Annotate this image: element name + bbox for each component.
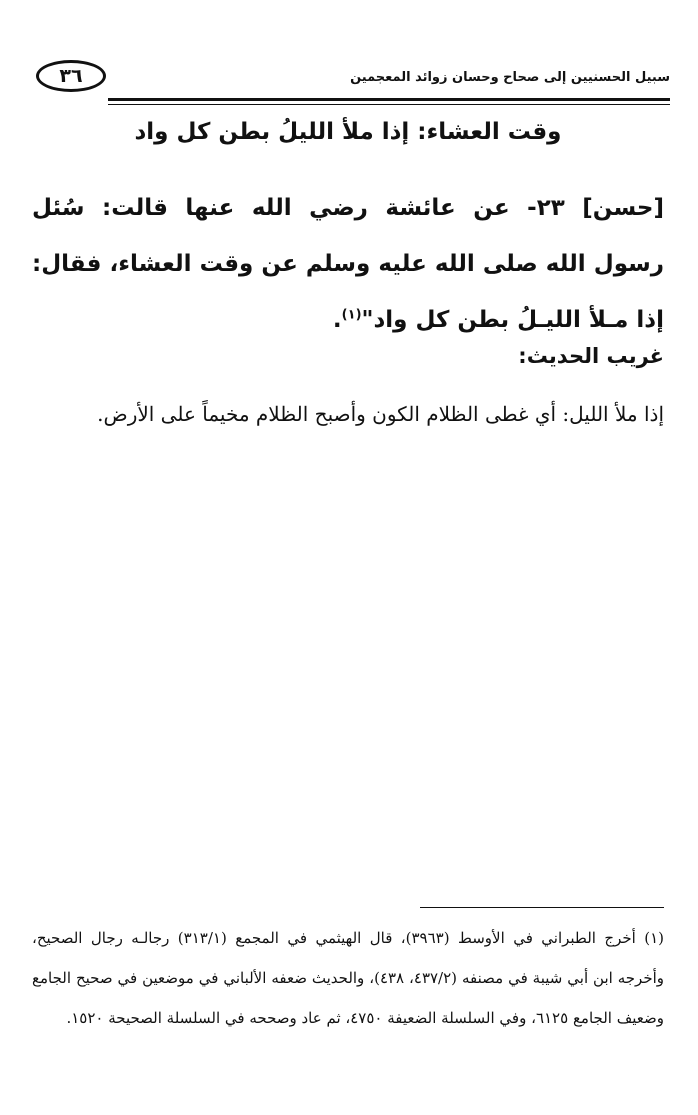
footnote-text: أخرج الطبراني في الأوسط (٣٩٦٣)، قال الهيثمي في المجمع (٣١٣/١) رجالـه رجال الصحيح، وأخرجه ابن أبي شيبة في مصنفه (٤٣٧/٢، ٤٣٨)، والحديث ضعفه الألباني في موضعين في صحيح الجامع وضعيف الجامع ٦١٢٥، وفي السلسلة الضعيفة ٤٧٥٠، ثم عاد وصححه في السلسلة الصحيحة ١٥٢٠. — [32, 929, 665, 1027]
gharib-heading: غريب الحديث: — [518, 344, 664, 368]
gharib-paragraph — [32, 386, 664, 442]
hadith-text: عن عائشة رضي الله عنها قالت: سُئل رسول الله صلى الله عليه وسلم عن وقت العشاء، فقال: إذا مـلأ الليـلُ بطن كل واد" — [32, 195, 664, 333]
page-number — [36, 60, 106, 92]
chapter-title: وقت العشاء: إذا ملأ الليلُ بطن كل واد — [134, 119, 562, 145]
hadith-paragraph — [32, 180, 664, 348]
footnote-reference: (١) — [341, 307, 362, 323]
page-header — [30, 58, 670, 100]
header-rule-thick — [108, 98, 670, 101]
gharib-term: إذا ملأ الليل: — [562, 402, 664, 426]
header-rule-thin — [108, 104, 670, 105]
hadith-grade: [حسن] — [582, 195, 664, 221]
footnote-marker: (١) — [644, 929, 664, 947]
gharib-explanation: أي غطى الظلام الكون وأصبح الظلام مخيماً على الأرض. — [97, 402, 557, 426]
footnote — [32, 918, 664, 1038]
footnote-separator — [420, 907, 664, 908]
running-title: سبيل الحسنيين إلى صحاح وحسان زوائد المعجمين — [350, 70, 670, 85]
page-number-text: ٣٦ — [59, 65, 83, 87]
hadith-number: ٢٣- — [527, 195, 565, 221]
hadith-end-mark: . — [332, 307, 342, 333]
